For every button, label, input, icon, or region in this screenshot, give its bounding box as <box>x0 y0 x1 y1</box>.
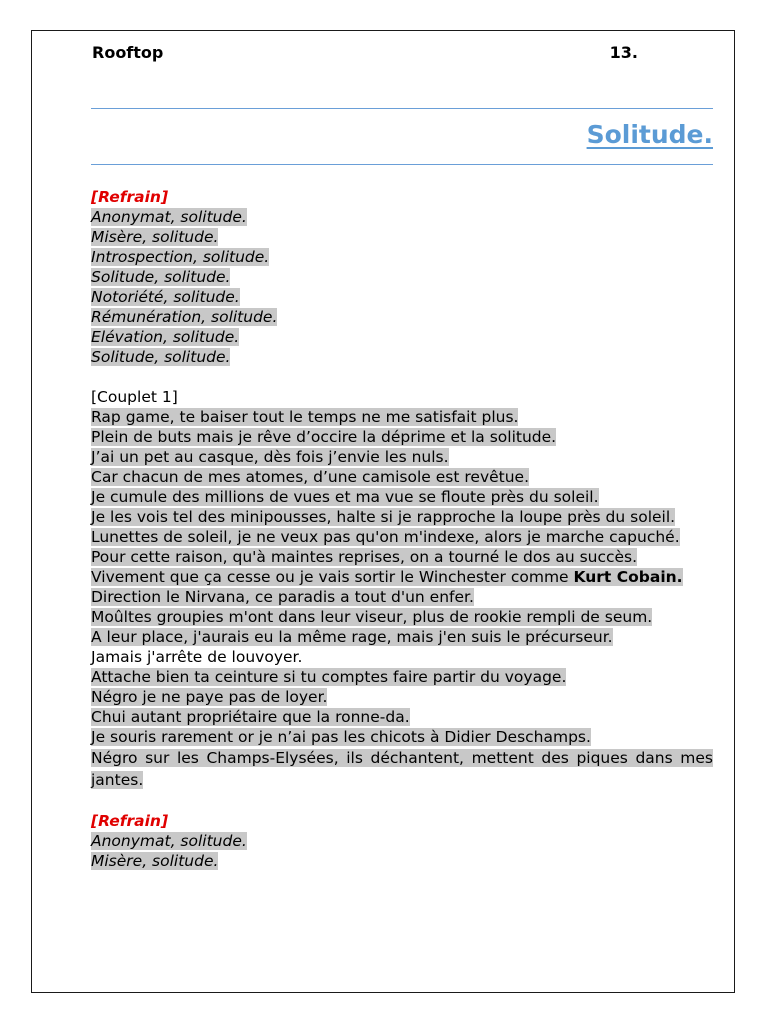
couplet-label: [Couplet 1] <box>91 388 178 406</box>
lyric-line: Je souris rarement or je n’ai pas les chicots à Didier Deschamps. <box>91 728 591 746</box>
lyrics-body <box>91 187 713 871</box>
refrain-block-2 <box>91 831 713 871</box>
refrain-line: Solitude, solitude. <box>91 348 231 366</box>
lyric-line: Rap game, te baiser tout le temps ne me satisfait plus. <box>91 408 519 426</box>
refrain-line: Solitude, solitude. <box>91 268 231 286</box>
refrain-label-2: [Refrain] <box>91 812 169 830</box>
lyric-line: Moûltes groupies m'ont dans leur viseur, plus de rookie rempli de seum. <box>91 608 653 626</box>
lyric-line: A leur place, j'aurais eu la même rage, mais j'en suis le précurseur. <box>91 628 613 646</box>
lyric-line: J’ai un pet au casque, dès fois j’envie les nuls. <box>91 448 449 466</box>
lyric-line: Négro je ne paye pas de loyer. <box>91 688 328 706</box>
document-page <box>31 30 735 993</box>
refrain-line: Anonymat, solitude. <box>91 208 247 226</box>
lyric-line: Je cumule des millions de vues et ma vue se floute près du soleil. <box>91 488 599 506</box>
refrain-block <box>91 207 713 367</box>
lyric-line-winchester: Vivement que ça cesse ou je vais sortir le Winchester comme Kurt Cobain. <box>91 568 683 586</box>
lyric-line: Pour cette raison, qu'à maintes reprises, on a tourné le dos au succès. <box>91 548 638 566</box>
lyric-line-plain: Jamais j'arrête de louvoyer. <box>91 648 303 666</box>
header-title: Rooftop <box>92 43 164 62</box>
refrain-label: [Refrain] <box>91 188 169 206</box>
lyric-line: Direction le Nirvana, ce paradis a tout d'un enfer. <box>91 588 474 606</box>
refrain-line: Notoriété, solitude. <box>91 288 240 306</box>
refrain-line: Anonymat, solitude. <box>91 832 247 850</box>
song-title: Solitude. <box>586 120 713 149</box>
lyric-line: Attache bien ta ceinture si tu comptes faire partir du voyage. <box>91 668 567 686</box>
lyric-line: Car chacun de mes atomes, d’une camisole est revêtue. <box>91 468 530 486</box>
bold-name: Kurt Cobain. <box>573 568 683 586</box>
lyric-line: Plein de buts mais je rêve d’occire la déprime et la solitude. <box>91 428 557 446</box>
top-divider <box>91 108 713 109</box>
lyric-line-justified: Négro sur les Champs-Elysées, ils déchantent, mettent des piques dans mes jantes. <box>91 749 713 789</box>
refrain-line: Misère, solitude. <box>91 852 219 870</box>
page-number: 13. <box>609 43 638 62</box>
lyric-line: Lunettes de soleil, je ne veux pas qu'on m'indexe, alors je marche capuché. <box>91 528 680 546</box>
lyric-line: Chui autant propriétaire que la ronne-da. <box>91 708 410 726</box>
lyric-line: Je les vois tel des minipousses, halte si je rapproche la loupe près du soleil. <box>91 508 676 526</box>
couplet-block <box>91 407 713 791</box>
refrain-line: Rémunération, solitude. <box>91 308 278 326</box>
bottom-divider <box>91 164 713 165</box>
refrain-line: Introspection, solitude. <box>91 248 270 266</box>
refrain-line: Elévation, solitude. <box>91 328 240 346</box>
refrain-line: Misère, solitude. <box>91 228 219 246</box>
